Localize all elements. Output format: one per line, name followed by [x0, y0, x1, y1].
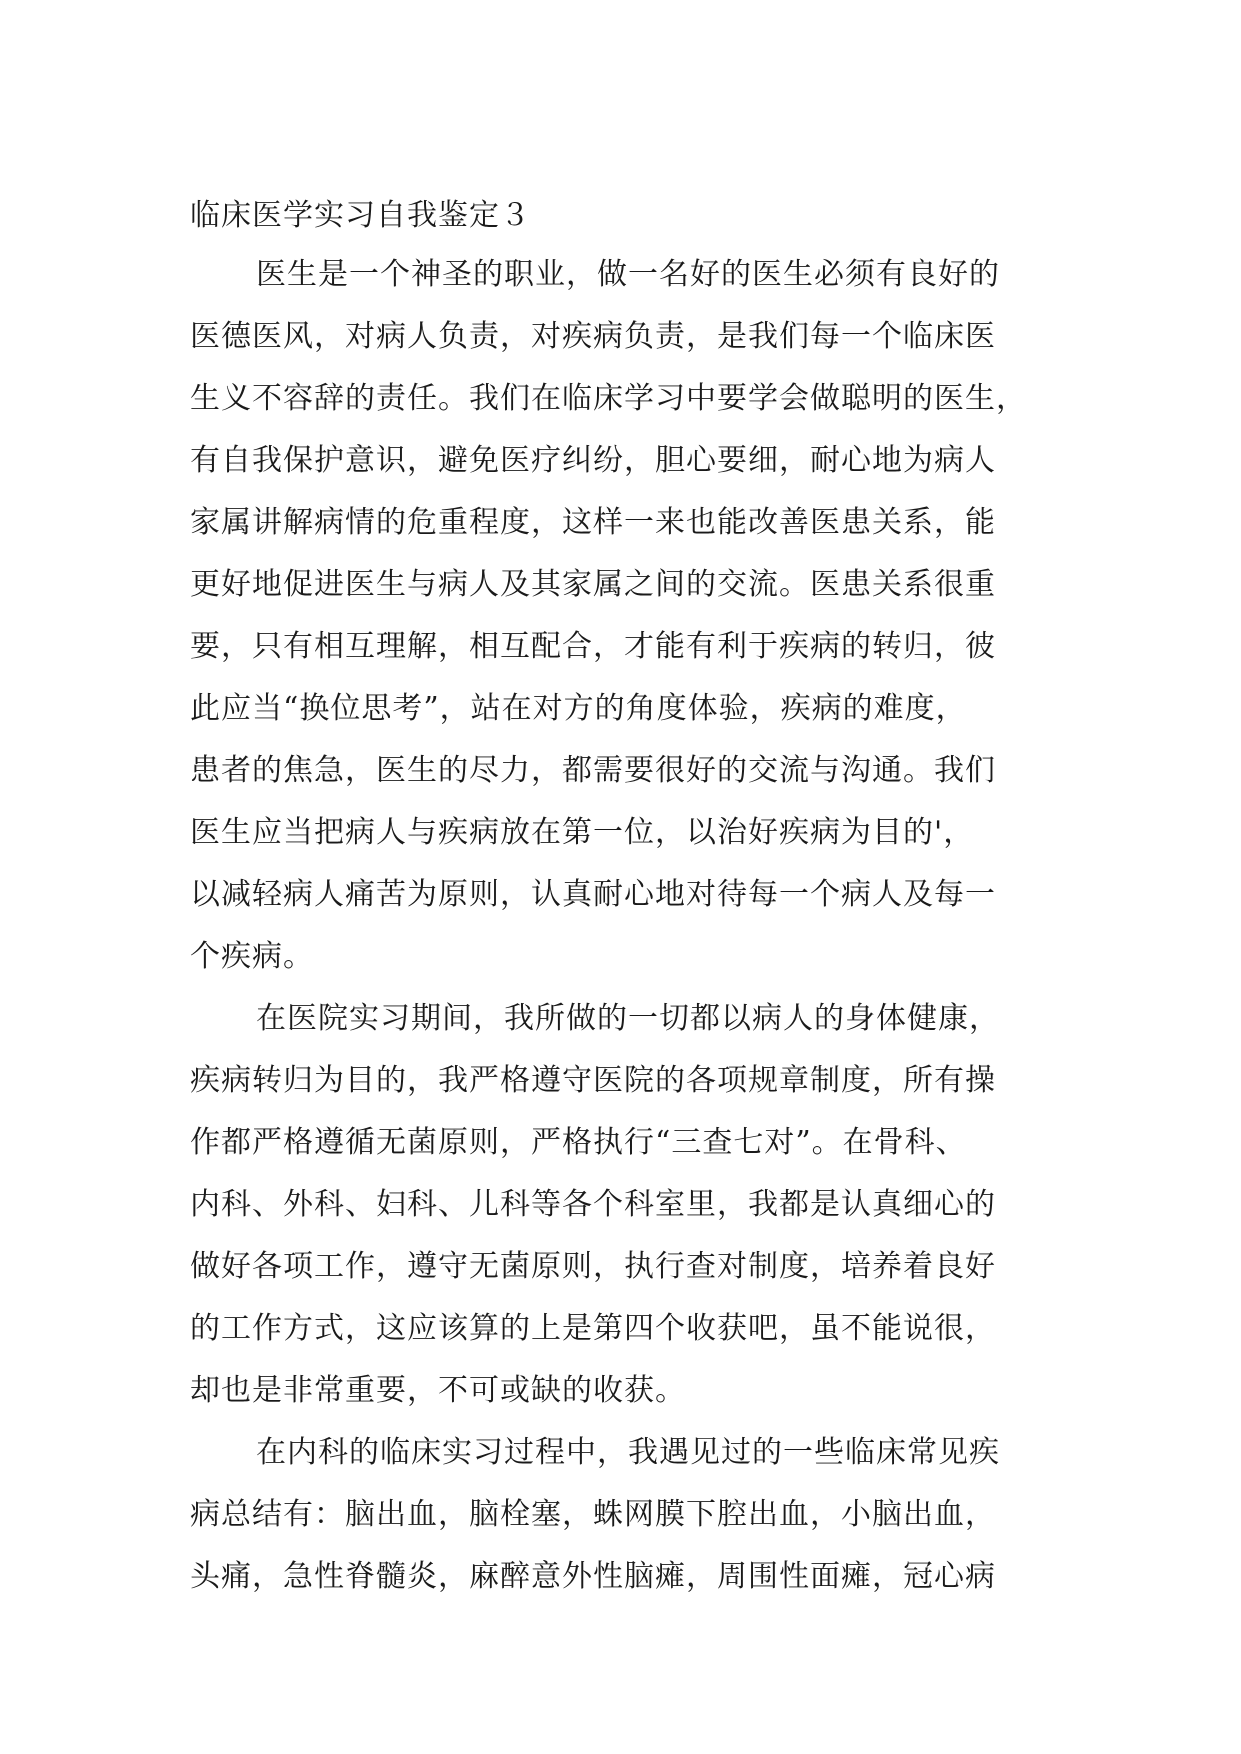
paragraph-line: 医生是一个神圣的职业，做一名好的医生必须有良好的 [256, 257, 1000, 292]
paragraph-line: 要，只有相互理解，相互配合，才能有利于疾病的转归，彼 [190, 629, 996, 664]
paragraph-line: 此应当“换位思考”，站在对方的角度体验，疾病的难度， [190, 691, 967, 726]
paragraph-line: 内科、外科、妇科、儿科等各个科室里，我都是认真细心的 [190, 1187, 996, 1222]
paragraph-line: 头痛，急性脊髓炎，麻醉意外性脑瘫，周围性面瘫，冠心病 [190, 1559, 996, 1594]
paragraph-line: 生义不容辞的责任。我们在临床学习中要学会做聪明的医生， [190, 381, 1027, 416]
paragraph-line: 医生应当把病人与疾病放在第一位，以治好疾病为目的'， [190, 815, 975, 850]
paragraph-line: 医德医风，对病人负责，对疾病负责，是我们每一个临床医 [190, 319, 996, 354]
paragraph-line: 患者的焦急，医生的尽力，都需要很好的交流与沟通。我们 [190, 753, 996, 788]
paragraph-line: 的工作方式，这应该算的上是第四个收获吧，虽不能说很， [190, 1311, 996, 1346]
paragraph-line: 在内科的临床实习过程中，我遇见过的一些临床常见疾 [256, 1435, 1000, 1470]
paragraph-1 [190, 244, 1027, 988]
paragraph-3 [190, 1422, 1000, 1608]
paragraph-line: 作都严格遵循无菌原则，严格执行“三查七对”。在骨科、 [190, 1125, 967, 1160]
paragraph-2 [190, 988, 1000, 1422]
paragraph-line: 疾病转归为目的，我严格遵守医院的各项规章制度，所有操 [190, 1063, 996, 1098]
paragraph-line: 病总结有：脑出血，脑栓塞，蛛网膜下腔出血，小脑出血， [190, 1497, 996, 1532]
document-title: 临床医学实习自我鉴定３ [190, 198, 531, 233]
paragraph-line: 以减轻病人痛苦为原则，认真耐心地对待每一个病人及每一 [190, 877, 996, 912]
paragraph-line: 却也是非常重要，不可或缺的收获。 [190, 1373, 686, 1408]
paragraph-line: 更好地促进医生与病人及其家属之间的交流。医患关系很重 [190, 567, 996, 602]
paragraph-line: 家属讲解病情的危重程度，这样一来也能改善医患关系，能 [190, 505, 996, 540]
paragraph-line: 个疾病。 [190, 939, 314, 974]
paragraph-line: 有自我保护意识，避免医疗纠纷，胆心要细，耐心地为病人 [190, 443, 996, 478]
paragraph-line: 在医院实习期间，我所做的一切都以病人的身体健康， [256, 1001, 1000, 1036]
paragraph-line: 做好各项工作，遵守无菌原则，执行查对制度，培养着良好 [190, 1249, 996, 1284]
